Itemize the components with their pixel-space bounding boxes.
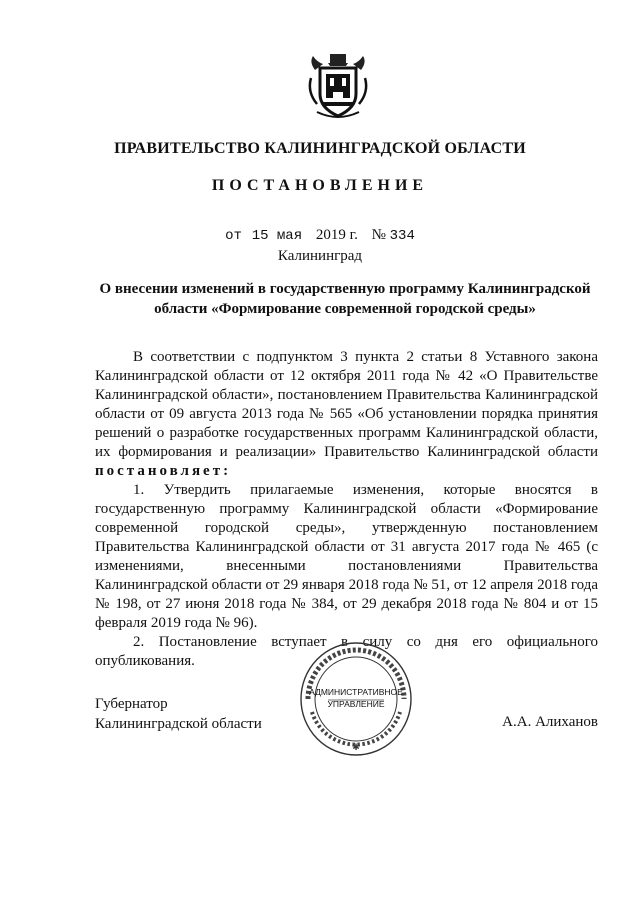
- date-prefix: от: [225, 228, 242, 244]
- stamp-center-line-1: АДМИНИСТРАТИВНОЕ: [309, 687, 403, 697]
- signatory-title-line-1: Губернатор: [95, 696, 168, 712]
- svg-text:✱: ✱: [352, 742, 360, 752]
- number-label: №: [371, 227, 386, 243]
- document-number: 334: [389, 228, 415, 244]
- date-day: 15 мая: [251, 228, 303, 244]
- date-year: 2019 г.: [315, 227, 358, 243]
- stamp-center-line-2: УПРАВЛЕНИЕ: [327, 699, 385, 709]
- document-body: [95, 348, 598, 671]
- resolves-word: постановляет:: [95, 463, 232, 479]
- official-stamp-icon: [298, 640, 414, 758]
- document-subject: [95, 279, 595, 319]
- document-type: ПОСТАНОВЛЕНИЕ: [211, 177, 429, 194]
- organization-title: ПРАВИТЕЛЬСТВО КАЛИНИНГРАДСКОЙ ОБЛАСТИ: [114, 140, 526, 157]
- coat-of-arms-icon: [303, 52, 373, 122]
- intro-text: В соответствии с подпунктом 3 пункта 2 статьи 8 Уставного закона Калининградской области от 12 октября 2011 года № 42 «О Правительстве Калининградской области», постановлением Правительства Калининградской области от 09 августа 2013 года № 565 «Об установлении порядка принятия решений о разработке государственных программ Калининградской области, их формирования и реализации» Правительство Калининградской области: [95, 349, 598, 460]
- date-line: [0, 227, 640, 244]
- subject-line-1: О внесении изменений в государственную программу Калининградской: [99, 281, 591, 297]
- signatory-name: А.А. Алиханов: [502, 714, 598, 730]
- item-2-paragraph: 2. Постановление вступает в силу со дня его официального опубликования.: [95, 634, 598, 669]
- subject-line-2: области «Формирование современной городской среды»: [154, 301, 536, 317]
- item-1-paragraph: 1. Утвердить прилагаемые изменения, которые вносятся в государственную программу Калининградской области «Формирование современной городской среды», утвержденную постановлением Правительства Калининградской области от 31 августа 2017 года № 465 (с изменениями, внесенными постановлениями Правительства Калининградской области от 29 января 2018 года № 51, от 12 апреля 2018 года № 198, от 27 июня 2018 года № 384, от 29 декабря 2018 года № 804 и от 15 февраля 2019 года № 96).: [95, 482, 598, 631]
- signatory-title: [95, 694, 262, 734]
- intro-paragraph: [95, 348, 598, 481]
- city: Калининград: [277, 248, 363, 264]
- signatory-title-line-2: Калининградской области: [95, 716, 262, 732]
